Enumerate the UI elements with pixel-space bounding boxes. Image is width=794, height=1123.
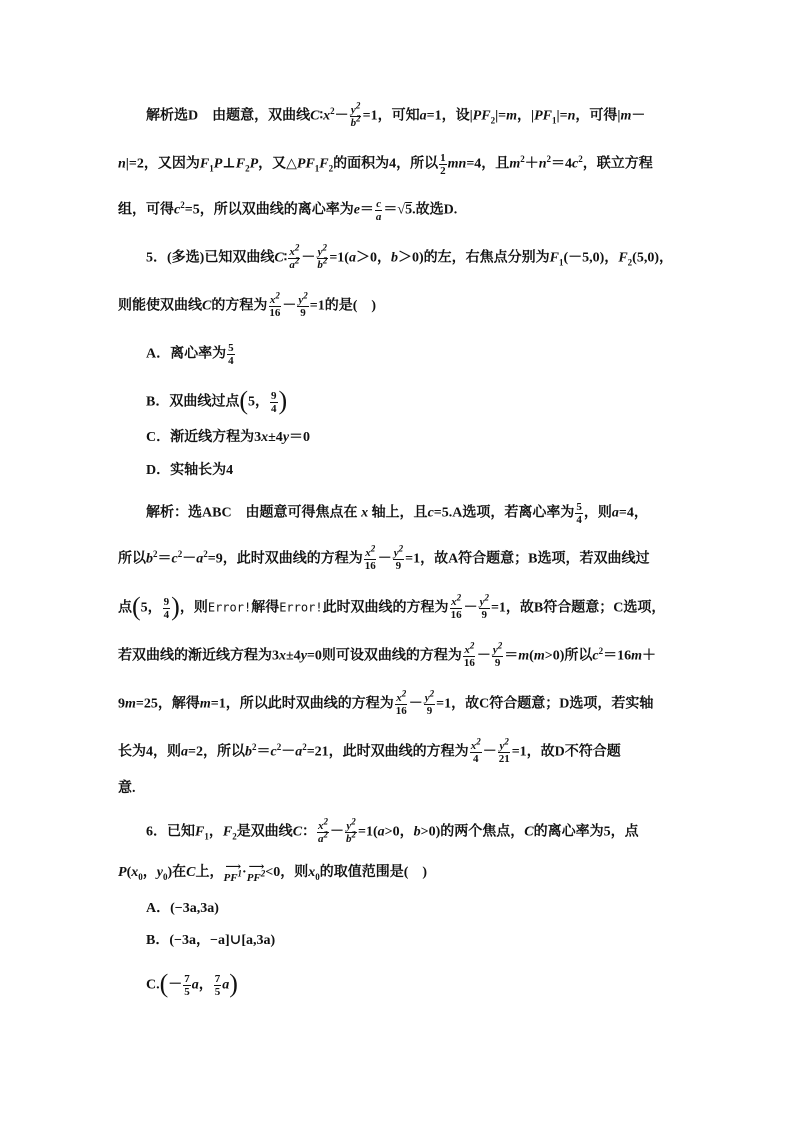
solution4-line3: 组，可得$c^2=5$，所以双曲线的离心率为e＝ $\frac{c}{a}$ ＝√5.故选D.: [118, 198, 458, 223]
question5-option-b: B．双曲线过点(5， $\frac{9}{4}$ ): [146, 385, 288, 415]
text: 意.: [118, 781, 136, 796]
text: A．离心率为: [146, 346, 227, 362]
answer5-line7: [118, 779, 684, 799]
text: =0则可设双曲线的方程为: [306, 648, 462, 664]
text: ，可得|: [575, 108, 621, 124]
text: >0)所以: [544, 648, 593, 664]
question6-stem-line1: 6．已知$F_1$，$F_2$是双曲线C： $\frac{x^2}{a^2}$ － $\frac{y^2}{b^2}$ =1(a>0，b>0)的两个焦点，C的离心率为5，点: [146, 816, 639, 845]
text: =1(: [358, 824, 378, 840]
text: 6．已知: [146, 824, 195, 840]
text: 的离心率为5，点: [533, 824, 639, 840]
text: =2，所以: [188, 744, 245, 760]
text: 5．(多选)已知双曲线: [146, 250, 275, 266]
text: B．(−3a，−a]∪[a,3a): [146, 933, 276, 948]
text: 解得: [251, 600, 280, 616]
text: ，联立方程: [582, 156, 653, 172]
text: =1，所以此时双曲线的方程为: [210, 696, 394, 712]
text: 解析选D 由题意，双曲线: [146, 108, 311, 124]
text: 的方程为: [211, 298, 268, 314]
question6-option-a: [146, 899, 712, 919]
error-placeholder: Error!: [279, 600, 323, 615]
text: C．渐近线方程为3: [146, 430, 262, 445]
question5-option-d: [146, 461, 712, 481]
text: 解析：选ABC 由题意可得焦点在: [146, 505, 358, 521]
text: 轴上，且: [371, 505, 428, 521]
text: |=: [495, 108, 507, 124]
text: =1，故D不符合题: [511, 744, 621, 760]
text: =4，且: [466, 156, 510, 172]
text: A．(−3a,3a): [146, 901, 219, 916]
answer5-line1: 解析：选ABC 由题意可得焦点在 x 轴上，且c=5.A选项，若离心率为 $\frac{5}{4}$ ，则a=4，: [146, 501, 648, 526]
text: 的取值范围是( ): [319, 865, 428, 881]
question5-stem-line2: 则能使双曲线C的方程为 $\frac{x^2}{16}$ － $\frac{y^2}{9}$ =1的是( ): [118, 290, 377, 319]
text: =9，此时双曲线的方程为: [207, 551, 363, 567]
error-placeholder: Error!: [207, 600, 252, 615]
text: >0)的两个焦点，: [420, 824, 525, 840]
text: 若双曲线的渐近线方程为3: [118, 648, 279, 664]
text: =5，所以双曲线的离心率为: [184, 202, 354, 218]
text: 的左，右焦点分别为: [423, 250, 550, 266]
text: 所以: [118, 551, 146, 567]
text: ，|: [517, 108, 535, 124]
text: |=: [556, 108, 568, 124]
text: ，则: [179, 600, 208, 616]
text: =1，故B符合题意；C选项，: [490, 600, 666, 616]
text: 则能使双曲线: [118, 298, 202, 314]
text: C.: [146, 977, 160, 993]
text: =21，此时双曲线的方程为: [306, 744, 469, 760]
text: =25，解得: [135, 696, 200, 712]
text: =1，设|: [426, 108, 473, 124]
answer5-line2: 所以$b^2=c^2-a^2=9$，此时双曲线的方程为 $\frac{x^2}{16}$ － $\frac{y^2}{9}$ =1，故A符合题意；B选项，若双曲线过: [118, 543, 650, 572]
text: D．实轴长为4: [146, 463, 234, 478]
text: =1的是( ): [309, 298, 377, 314]
text: =1，故C符合题意；D选项，若实轴: [436, 696, 654, 712]
answer5-line5: 9m=25，解得m=1，所以此时双曲线的方程为 $\frac{x^2}{16}$ － $\frac{y^2}{9}$ =1，故C符合题意；D选项，若实轴: [118, 688, 654, 717]
text: 是双曲线: [236, 824, 293, 840]
text: =1，故A符合题意；B选项，若双曲线过: [405, 551, 650, 567]
question5-option-a: A．离心率为 $\frac{5}{4}$: [146, 342, 234, 367]
text: =5.A选项，若离心率为: [433, 505, 575, 521]
question6-stem-line2: $P(x_0$，$y_0$)在C上， ⟶ $PF^1$ · ⟶ $PF^2$ <0，则$x_0$的取值范围是( ): [118, 861, 428, 884]
text: 组，可得: [118, 202, 174, 218]
text: 点: [118, 600, 132, 616]
text: =1，可知: [362, 108, 420, 124]
text: 长为4，则: [118, 744, 181, 760]
question5-option-c: C．渐近线方程为3x±4y＝0: [146, 430, 311, 445]
question6-option-b: [146, 931, 712, 951]
text: .故选D.: [412, 202, 458, 218]
text: =1(: [329, 250, 349, 266]
question5-stem-line1: 5．(多选)已知双曲线C∶ $\frac{x^2}{a^2}$ － $\frac{y^2}{b^2}$ =1(a＞0，b＞0)的左，右焦点分别为$F_1(-5,0)$，$F_2(5,0)$，: [146, 242, 673, 271]
text: 此时双曲线的方程为: [322, 600, 449, 616]
answer5-line3: 点(5， $\frac{9}{4}$ )，则Error!解得Error!此时双曲线的方程为 $\frac{x^2}{16}$ － $\frac{y^2}{9}$ =1，故B符合题意；C选项，: [118, 591, 666, 621]
text: B．双曲线过点: [146, 394, 240, 410]
text: 上，: [195, 865, 224, 881]
question6-option-c: C.(－ $\frac{7}{5}$ a， $\frac{7}{5}$ a): [146, 968, 238, 998]
answer5-line6: 长为4，则a=2，所以$b^2=c^2-a^2=21$，此时双曲线的方程为 $\frac{x^2}{4}$ － $\frac{y^2}{21}$ =1，故D不符合题: [118, 736, 621, 765]
solution4-line2: n|=2，又因为$F_1P\perp F_2P$，又$\triangle PF_1F_2$的面积为4，所以 $\frac{1}{2}$ mn=4，且$m^2+n^2=4c^2$，联立方程: [118, 152, 653, 177]
text: ，又△: [258, 156, 297, 172]
answer5-line4: 若双曲线的渐近线方程为3x±4y=0则可设双曲线的方程为 $\frac{x^2}{16}$ － $\frac{y^2}{9}$ ＝m(m>0)所以$c^2=16m+$: [118, 640, 656, 669]
text: |=2，又因为: [125, 156, 200, 172]
text: 的面积为4，所以: [333, 156, 439, 172]
solution4-line1: 解析选D 由题意，双曲线$C∶x^2-$ $\frac{y^2}{b^2}$ =1，可知a=1，设$|PF_2|=m$，$|PF_1|=n$，可得|m－: [146, 100, 646, 129]
text: 在: [172, 865, 187, 881]
text: =4，: [618, 505, 648, 521]
text: ，则: [583, 505, 612, 521]
text: <0，则: [265, 865, 309, 881]
